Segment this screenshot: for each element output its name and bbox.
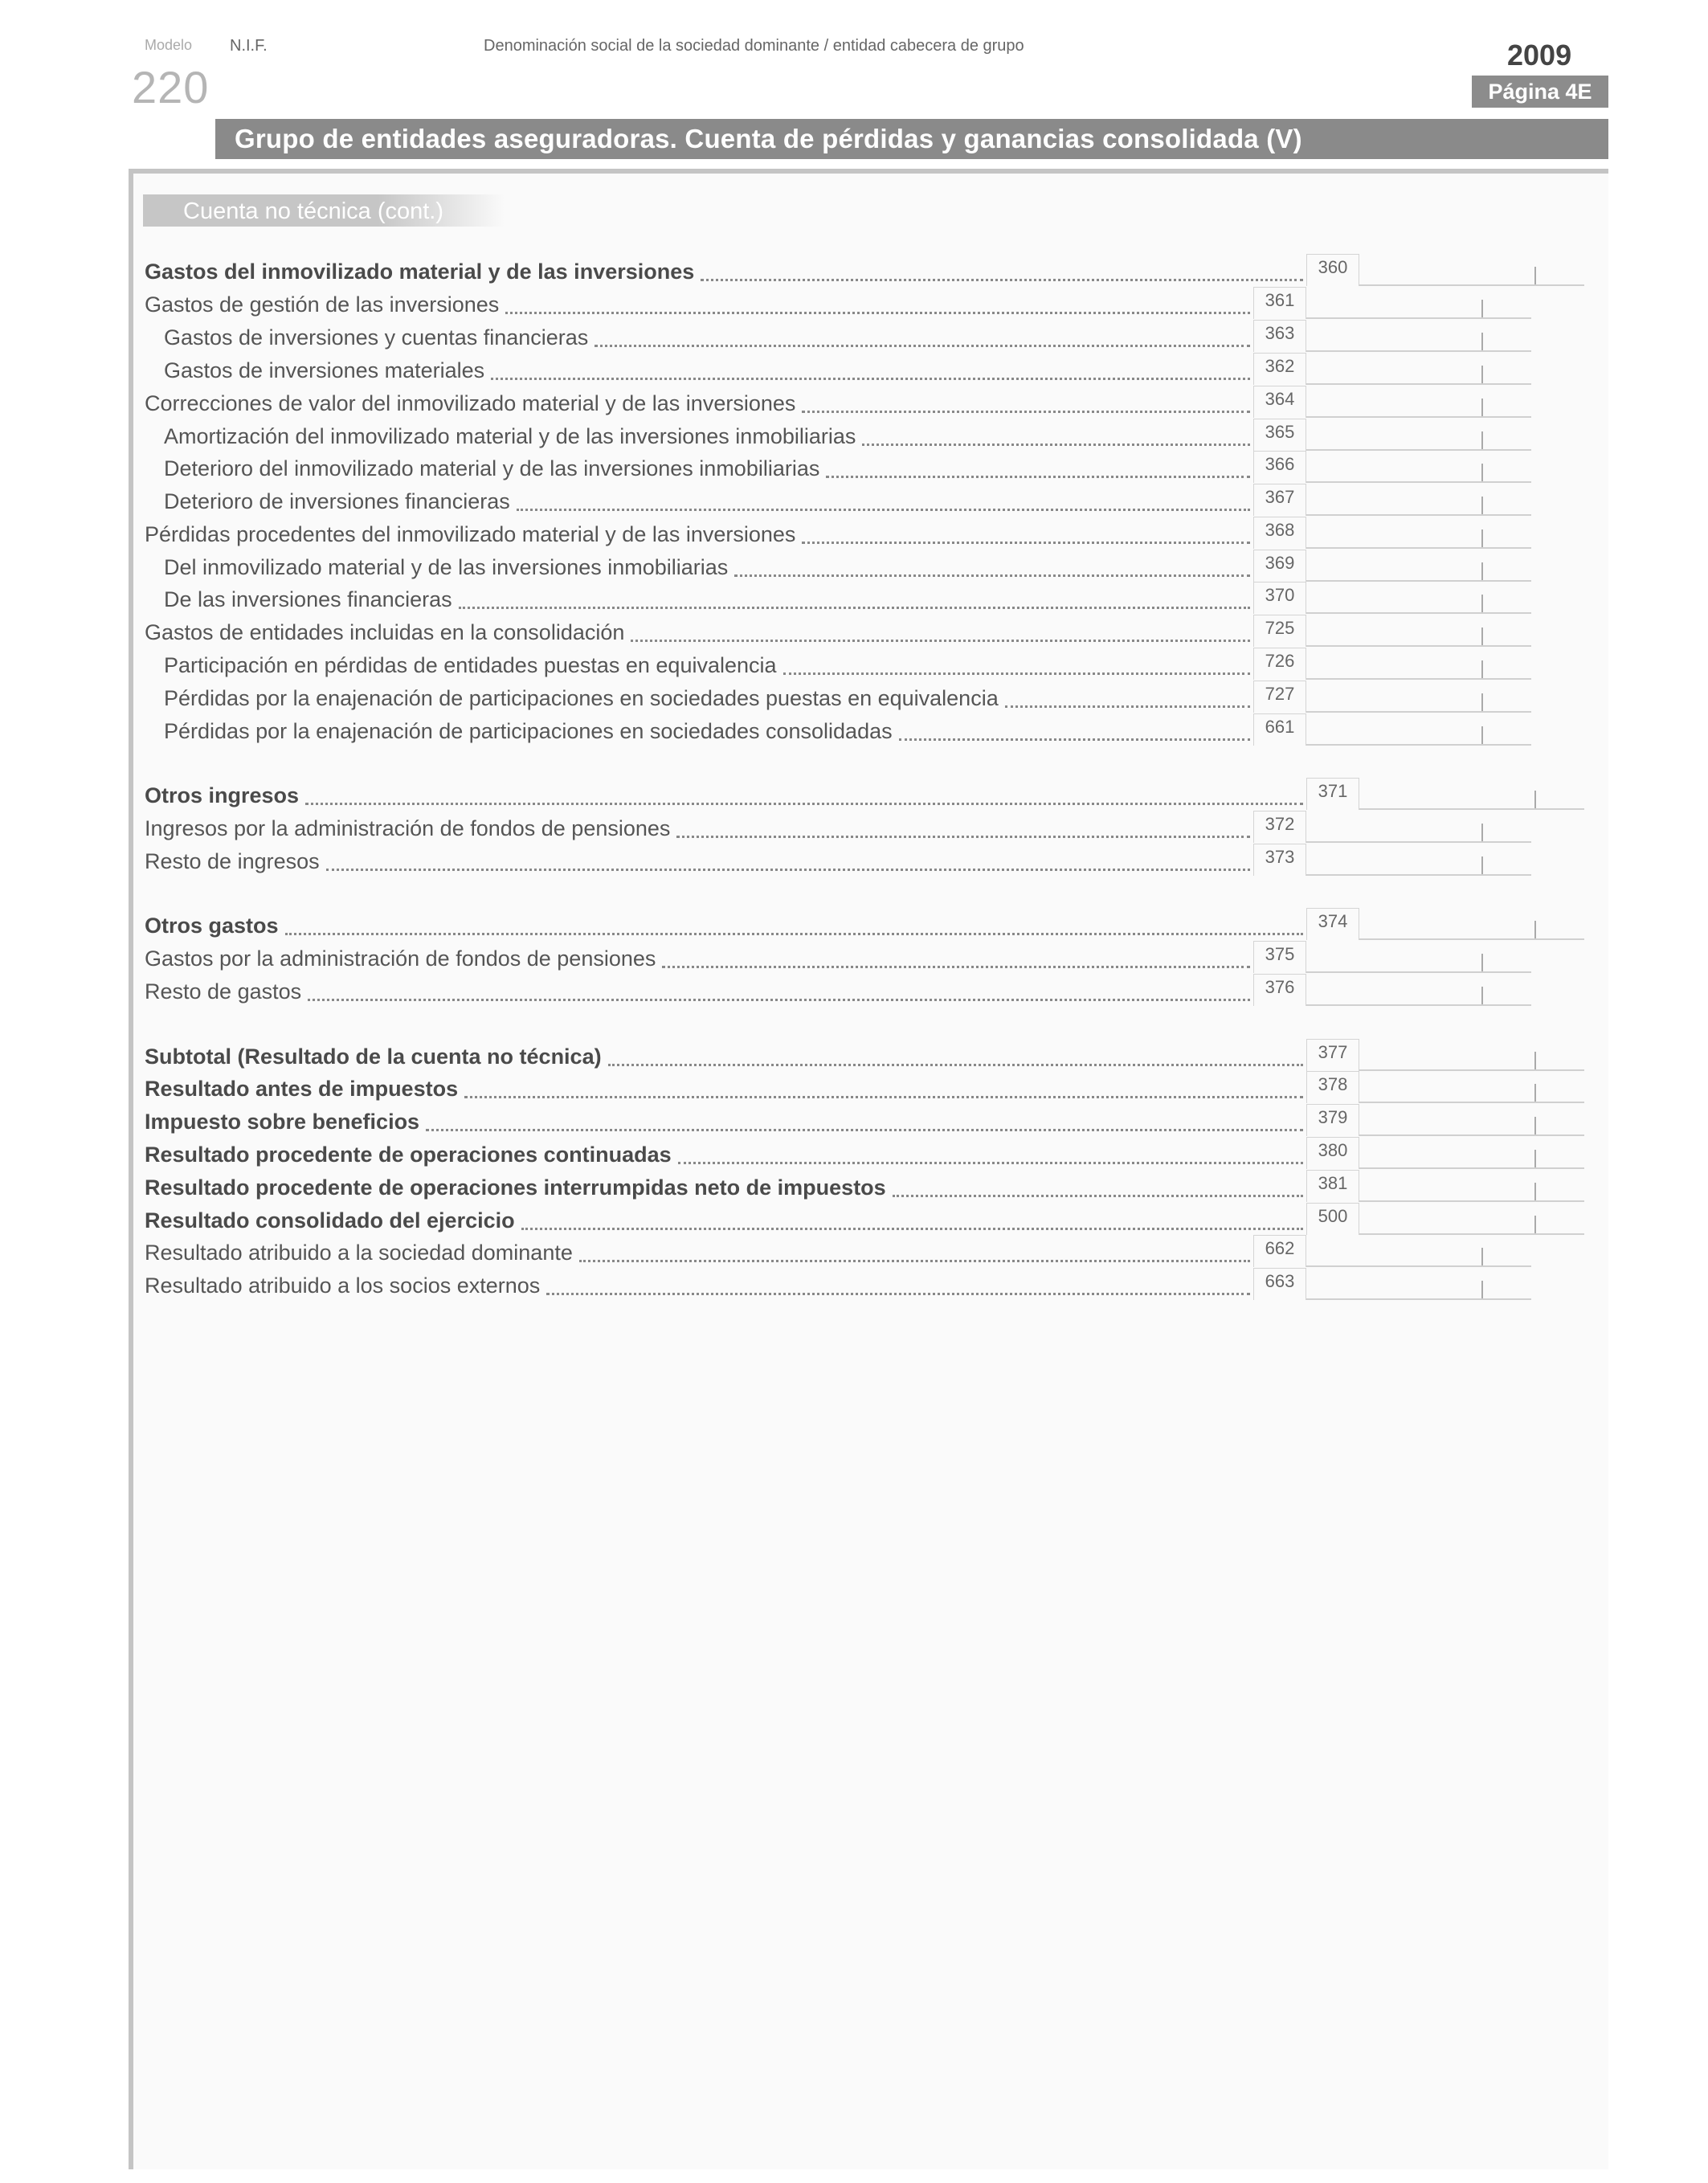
amount-field[interactable]: [1306, 386, 1531, 418]
decimal-separator-mark: [1534, 1052, 1536, 1069]
amount-field[interactable]: [1306, 582, 1531, 614]
leader-dots: [426, 1129, 1303, 1131]
decimal-separator-mark: [1481, 1248, 1483, 1265]
row-code: 373: [1253, 844, 1306, 876]
leader-dots: [464, 1096, 1303, 1098]
amount-field[interactable]: [1306, 681, 1531, 713]
row-code: 372: [1253, 811, 1306, 843]
decimal-separator-mark: [1481, 431, 1483, 449]
leader-dots: [459, 607, 1250, 609]
amount-field[interactable]: [1359, 778, 1584, 810]
form-row: [145, 353, 1531, 385]
decimal-separator-mark: [1481, 824, 1483, 841]
amount-field[interactable]: [1306, 320, 1531, 352]
row-label: Otros gastos: [145, 914, 279, 938]
leader-dots: [579, 1260, 1250, 1262]
row-code: 725: [1253, 615, 1306, 647]
form-row: [145, 908, 1584, 940]
decimal-separator-mark: [1534, 1150, 1536, 1167]
amount-field[interactable]: [1306, 287, 1531, 319]
leader-dots: [802, 411, 1250, 413]
row-label: Pérdidas por la enajenación de participaciones en sociedades consolidadas: [164, 719, 893, 743]
form-row: [145, 419, 1531, 451]
row-label: Gastos de entidades incluidas en la consolidación: [145, 620, 625, 644]
form-row: [145, 811, 1531, 843]
row-label: Impuesto sobre beneficios: [145, 1110, 420, 1134]
amount-field[interactable]: [1306, 844, 1531, 876]
row-code: 377: [1306, 1039, 1359, 1071]
amount-field[interactable]: [1359, 1203, 1584, 1235]
amount-field[interactable]: [1306, 1235, 1531, 1267]
row-code: 365: [1253, 419, 1306, 451]
amount-field[interactable]: [1359, 1071, 1584, 1103]
leader-dots: [491, 378, 1250, 380]
leader-dots: [1005, 705, 1250, 708]
leader-dots: [802, 542, 1250, 544]
form-row: [145, 974, 1531, 1006]
leader-dots: [285, 933, 1303, 935]
row-label: Deterioro del inmovilizado material y de las inversiones inmobiliarias: [164, 456, 820, 480]
row-code: 378: [1306, 1071, 1359, 1103]
leader-dots: [701, 279, 1303, 281]
decimal-separator-mark: [1481, 464, 1483, 481]
row-code: 500: [1306, 1203, 1359, 1235]
amount-field[interactable]: [1359, 1039, 1584, 1071]
row-code: 374: [1306, 908, 1359, 940]
leader-dots: [521, 1228, 1303, 1230]
row-label: Correcciones de valor del inmovilizado material y de las inversiones: [145, 391, 796, 415]
decimal-separator-mark: [1481, 399, 1483, 416]
form-row: [145, 648, 1531, 680]
form-row: [145, 320, 1531, 352]
amount-field[interactable]: [1359, 1104, 1584, 1136]
decimal-separator-mark: [1481, 497, 1483, 514]
leader-dots: [546, 1293, 1250, 1295]
row-code: 367: [1253, 484, 1306, 516]
form-row: [145, 941, 1531, 973]
amount-field[interactable]: [1306, 353, 1531, 385]
row-code: 661: [1253, 713, 1306, 746]
decimal-separator-mark: [1481, 693, 1483, 711]
decimal-separator-mark: [1534, 1117, 1536, 1134]
decimal-separator-mark: [1534, 267, 1536, 284]
row-code: 381: [1306, 1170, 1359, 1202]
amount-field[interactable]: [1306, 1268, 1531, 1300]
form-row: [145, 844, 1531, 876]
amount-field[interactable]: [1306, 648, 1531, 680]
year: 2009: [1507, 39, 1572, 72]
row-code: 366: [1253, 451, 1306, 483]
row-code: 360: [1306, 254, 1359, 286]
row-code: 726: [1253, 648, 1306, 680]
page-badge: Página 4E: [1472, 76, 1608, 108]
amount-field[interactable]: [1359, 254, 1584, 286]
form-row: [145, 778, 1584, 810]
section-tab: Cuenta no técnica (cont.): [143, 194, 505, 227]
amount-field[interactable]: [1359, 1137, 1584, 1169]
decimal-separator-mark: [1481, 366, 1483, 383]
form-row: [145, 484, 1531, 516]
row-code: 379: [1306, 1104, 1359, 1136]
form-row: [145, 1268, 1531, 1300]
decimal-separator-mark: [1481, 595, 1483, 612]
leader-dots: [899, 738, 1250, 741]
decimal-separator-mark: [1481, 628, 1483, 645]
amount-field[interactable]: [1359, 1170, 1584, 1202]
decimal-separator-mark: [1481, 562, 1483, 580]
row-label: Resultado atribuido a la sociedad dominante: [145, 1241, 573, 1265]
row-code: 663: [1253, 1268, 1306, 1300]
amount-field[interactable]: [1306, 615, 1531, 647]
leader-dots: [676, 836, 1250, 838]
form-row: [145, 1137, 1584, 1169]
amount-field[interactable]: [1306, 484, 1531, 516]
form-row: [145, 517, 1531, 549]
leader-dots: [517, 509, 1250, 511]
nif-label: N.I.F.: [230, 37, 268, 55]
amount-field[interactable]: [1359, 908, 1584, 940]
row-label: Subtotal (Resultado de la cuenta no técnica): [145, 1044, 602, 1069]
row-label: Resultado consolidado del ejercicio: [145, 1208, 515, 1233]
decimal-separator-mark: [1481, 726, 1483, 744]
leader-dots: [862, 444, 1250, 446]
page-title: Grupo de entidades aseguradoras. Cuenta de pérdidas y ganancias consolidada (V): [215, 119, 1608, 159]
form-row: [145, 713, 1531, 746]
form-row: [145, 287, 1531, 319]
decimal-separator-mark: [1481, 856, 1483, 874]
denominacion-label: Denominación social de la sociedad dominante / entidad cabecera de grupo: [484, 37, 1024, 55]
row-code: 363: [1253, 320, 1306, 352]
row-code: 375: [1253, 941, 1306, 973]
leader-dots: [893, 1195, 1303, 1197]
decimal-separator-mark: [1481, 333, 1483, 350]
decimal-separator-mark: [1534, 1216, 1536, 1233]
decimal-separator-mark: [1534, 1084, 1536, 1102]
leader-dots: [608, 1064, 1303, 1066]
row-label: Gastos de inversiones materiales: [164, 358, 485, 382]
form-row: [145, 582, 1531, 614]
decimal-separator-mark: [1534, 921, 1536, 938]
modelo-number: 220: [132, 62, 210, 112]
form-row: [145, 550, 1531, 582]
decimal-separator-mark: [1481, 529, 1483, 547]
row-code: 370: [1253, 582, 1306, 614]
row-label: Resultado antes de impuestos: [145, 1077, 459, 1101]
row-label: Deterioro de inversiones financieras: [164, 489, 510, 513]
amount-field[interactable]: [1306, 550, 1531, 582]
leader-dots: [783, 672, 1250, 675]
row-label: Amortización del inmovilizado material y de las inversiones inmobiliarias: [164, 424, 856, 448]
row-label: Otros ingresos: [145, 783, 300, 807]
leader-dots: [505, 312, 1250, 314]
form-row: [145, 386, 1531, 418]
form-row: [145, 1235, 1531, 1267]
leader-dots: [326, 869, 1250, 871]
decimal-separator-mark: [1481, 987, 1483, 1004]
row-label: Resultado procedente de operaciones interrumpidas neto de impuestos: [145, 1175, 886, 1200]
decimal-separator-mark: [1481, 300, 1483, 317]
decimal-separator-mark: [1534, 791, 1536, 808]
row-label: Pérdidas procedentes del inmovilizado material y de las inversiones: [145, 522, 796, 546]
row-label: Gastos de gestión de las inversiones: [145, 292, 500, 317]
form-row: [145, 1039, 1584, 1071]
form-row: [145, 1071, 1584, 1103]
form-row: [145, 1104, 1584, 1136]
amount-field[interactable]: [1306, 974, 1531, 1006]
row-label: Del inmovilizado material y de las inversiones inmobiliarias: [164, 555, 729, 579]
row-code: 362: [1253, 353, 1306, 385]
row-code: 368: [1253, 517, 1306, 549]
decimal-separator-mark: [1481, 660, 1483, 678]
row-label: De las inversiones financieras: [164, 587, 452, 611]
leader-dots: [826, 476, 1250, 478]
form-row: [145, 254, 1584, 286]
row-label: Participación en pérdidas de entidades puestas en equivalencia: [164, 653, 777, 677]
leader-dots: [678, 1162, 1303, 1164]
amount-field[interactable]: [1306, 713, 1531, 746]
row-code: 662: [1253, 1235, 1306, 1267]
row-code: 361: [1253, 287, 1306, 319]
row-code: 364: [1253, 386, 1306, 418]
row-code: 380: [1306, 1137, 1359, 1169]
modelo-label: Modelo: [145, 37, 193, 53]
leader-dots: [631, 640, 1250, 642]
row-code: 369: [1253, 550, 1306, 582]
row-label: Ingresos por la administración de fondos de pensiones: [145, 816, 671, 840]
form-row: [145, 615, 1531, 647]
row-code: 371: [1306, 778, 1359, 810]
row-label: Gastos por la administración de fondos de pensiones: [145, 946, 656, 971]
row-label: Pérdidas por la enajenación de participaciones en sociedades puestas en equivalencia: [164, 686, 999, 710]
form-row: [145, 1203, 1584, 1235]
row-code: 727: [1253, 681, 1306, 713]
row-code: 376: [1253, 974, 1306, 1006]
leader-dots: [595, 345, 1250, 347]
leader-dots: [662, 966, 1250, 968]
row-label: Resultado procedente de operaciones continuadas: [145, 1143, 672, 1167]
decimal-separator-mark: [1481, 954, 1483, 971]
amount-field[interactable]: [1306, 451, 1531, 483]
row-label: Resto de gastos: [145, 979, 302, 1004]
form-row: [145, 451, 1531, 483]
decimal-separator-mark: [1481, 1281, 1483, 1298]
leader-dots: [308, 999, 1250, 1001]
form-row: [145, 1170, 1584, 1202]
amount-field[interactable]: [1306, 941, 1531, 973]
leader-dots: [734, 574, 1250, 577]
decimal-separator-mark: [1534, 1183, 1536, 1200]
amount-field[interactable]: [1306, 811, 1531, 843]
amount-field[interactable]: [1306, 517, 1531, 549]
row-label: Gastos de inversiones y cuentas financieras: [164, 325, 589, 350]
form-row: [145, 681, 1531, 713]
row-label: Gastos del inmovilizado material y de las inversiones: [145, 260, 695, 284]
row-label: Resto de ingresos: [145, 849, 320, 873]
row-label: Resultado atribuido a los socios externos: [145, 1273, 541, 1298]
leader-dots: [305, 803, 1303, 805]
amount-field[interactable]: [1306, 419, 1531, 451]
